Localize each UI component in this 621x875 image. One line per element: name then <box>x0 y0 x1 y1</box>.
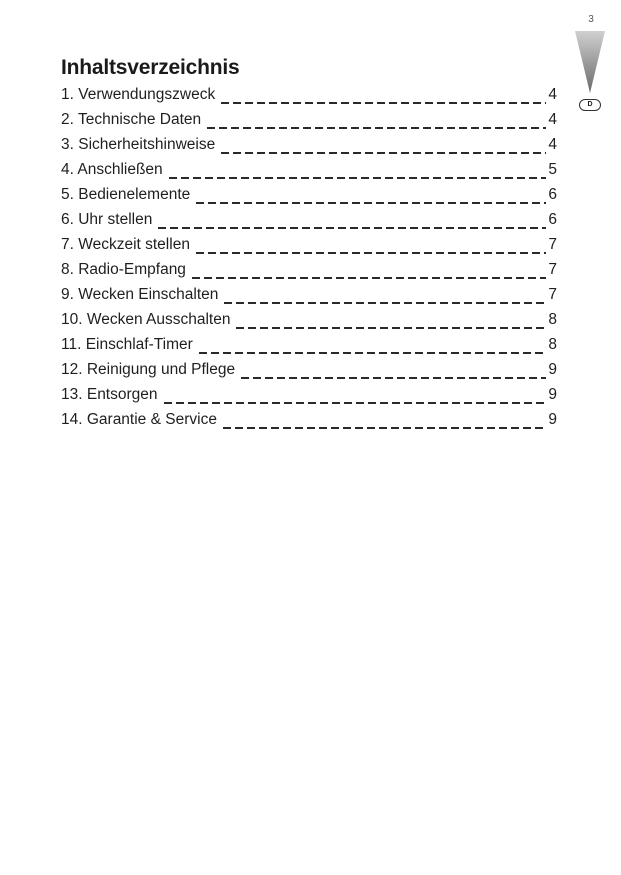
toc-entry-page: 4 <box>548 111 557 128</box>
dot-leader <box>223 427 546 429</box>
page-number: 3 <box>588 14 594 25</box>
dot-leader <box>169 177 546 179</box>
toc-entry[interactable] <box>61 311 557 336</box>
toc-entry[interactable] <box>61 261 557 286</box>
dot-leader <box>164 402 546 404</box>
toc-entry-label: 8. Radio-Empfang <box>61 261 186 278</box>
toc-entry[interactable] <box>61 386 557 411</box>
toc-entry[interactable] <box>61 286 557 311</box>
dot-leader <box>192 277 546 279</box>
language-badge: D <box>579 99 601 111</box>
toc-entry-label: 11. Einschlaf-Timer <box>61 336 193 353</box>
toc-entry[interactable] <box>61 336 557 361</box>
dot-leader <box>158 227 546 229</box>
toc-entry-page: 4 <box>548 136 557 153</box>
toc-entry-label: 7. Weckzeit stellen <box>61 236 190 253</box>
toc-entry[interactable] <box>61 211 557 236</box>
toc-entry-label: 12. Reinigung und Pflege <box>61 361 236 378</box>
toc-entry[interactable] <box>61 161 557 186</box>
toc-entry[interactable] <box>61 136 557 161</box>
toc-entry-label: 10. Wecken Ausschalten <box>61 311 231 328</box>
table-of-contents <box>61 86 557 436</box>
toc-entry-label: 1. Verwendungszweck <box>61 86 216 103</box>
toc-entry-label: 2. Technische Daten <box>61 111 202 128</box>
toc-entry-label: 5. Bedienelemente <box>61 186 191 203</box>
dot-leader <box>196 252 546 254</box>
toc-entry[interactable] <box>61 411 557 436</box>
toc-entry[interactable] <box>61 361 557 386</box>
toc-entry-page: 5 <box>548 161 557 178</box>
toc-entry-label: 6. Uhr stellen <box>61 211 153 228</box>
dot-leader <box>199 352 546 354</box>
toc-entry-page: 8 <box>548 311 557 328</box>
toc-entry-page: 4 <box>548 86 557 103</box>
dot-leader <box>207 127 546 129</box>
toc-entry-label: 4. Anschließen <box>61 161 163 178</box>
toc-entry-label: 3. Sicherheitshinweise <box>61 136 216 153</box>
toc-entry[interactable] <box>61 186 557 211</box>
toc-entry[interactable] <box>61 86 557 111</box>
dot-leader <box>221 102 546 104</box>
toc-entry-label: 13. Entsorgen <box>61 386 158 403</box>
toc-entry-page: 9 <box>548 411 557 428</box>
toc-entry-page: 8 <box>548 336 557 353</box>
toc-entry-label: 9. Wecken Einschalten <box>61 286 219 303</box>
dot-leader <box>224 302 546 304</box>
toc-entry-label: 14. Garantie & Service <box>61 411 217 428</box>
page-title: Inhaltsverzeichnis <box>61 56 240 79</box>
toc-entry-page: 7 <box>548 286 557 303</box>
toc-entry[interactable] <box>61 236 557 261</box>
dot-leader <box>241 377 546 379</box>
toc-entry-page: 7 <box>548 261 557 278</box>
toc-entry[interactable] <box>61 111 557 136</box>
toc-entry-page: 6 <box>548 186 557 203</box>
gradient-wedge-icon <box>575 31 605 93</box>
toc-entry-page: 6 <box>548 211 557 228</box>
toc-entry-page: 7 <box>548 236 557 253</box>
dot-leader <box>196 202 546 204</box>
dot-leader <box>221 152 546 154</box>
toc-entry-page: 9 <box>548 361 557 378</box>
toc-entry-page: 9 <box>548 386 557 403</box>
dot-leader <box>236 327 546 329</box>
